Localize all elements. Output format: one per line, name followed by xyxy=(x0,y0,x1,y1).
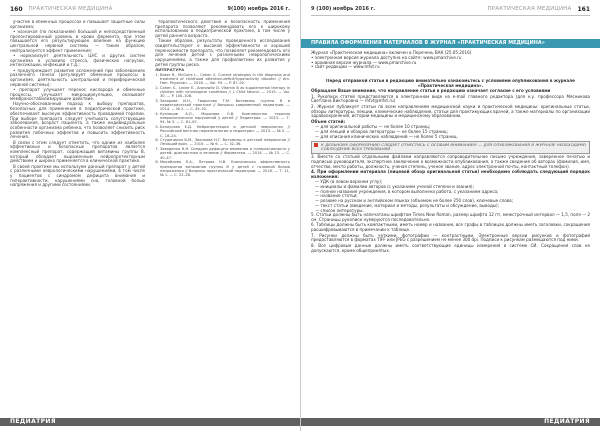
rules-lead: Перед отправкой статьи в редакцию внимательно ознакомьтесь с условиями опубликования в журнале «Практическая медицина». xyxy=(326,79,575,88)
rule-item: — УДК (в левом верхнем углу); xyxy=(315,179,383,185)
issue-label: 9(100) ноябрь 2016 г. xyxy=(227,6,290,12)
volume-item: — для описания клинических наблюдений — не более 5 страниц. xyxy=(315,133,458,139)
rule-item: — название статьи; xyxy=(315,193,358,199)
paragraph: участие в обменных процессах и повышает защитные силы организма; xyxy=(10,20,145,29)
paragraph: • назначая (по показаниям) большой и непосредственный пролонгированный уровень в крови фермента, при этом повышается его результирующее влияние на функцию центральной нервной системы — таким образом, нейтрализуется эффект применения; xyxy=(10,28,145,53)
rule-item: — список литературы. xyxy=(315,207,364,213)
left-page-header xyxy=(10,3,290,16)
rule-item: 8. Все цифровые данные должны иметь соответствующие единицы измерения в системе СИ. Сокращения слов не допускаются, кроме общепринятых. xyxy=(311,242,590,253)
rule-item: — резюме на русском и английском языках (объемом не более 250 слов), ключевые слова; xyxy=(315,198,514,204)
paragraph: В своей практике мы используем данный препарат у детей с различными неврологическими нарушениями, в том числе у пациентов с синдромом дефицита внимания и гиперактивности, нарушениями сна, головной болью напряжения и другими состояниями. xyxy=(10,163,145,188)
journal-info xyxy=(311,51,590,70)
section-title-bar: ПРАВИЛА ОФОРМЛЕНИЯ МАТЕРИАЛОВ В ЖУРНАЛ «ПРАКТИЧЕСКАЯ МЕДИЦИНА» xyxy=(301,39,600,48)
right-page xyxy=(300,0,600,431)
page-number: 160 xyxy=(10,5,23,13)
footer-logo: ПЕДИАТРИЯ xyxy=(10,418,56,425)
paragraph: • нормализует деятельность ЦНС и других систем организма в условиях стресса, физических нагрузок, интоксикации, инфекций и т.д.; xyxy=(10,52,145,68)
warning-marker-icon xyxy=(314,143,318,147)
volume-item: — для оригинальной работы — не более 10 страниц; xyxy=(315,124,431,130)
paragraph: В связи с этим следует отметить, что одним из наиболее эффективных и безопасных препаратов является комплексный препарат, содержащий витамины группы В, который обладает выраженным нейропротекторным действием и широко применяется в клинической практике. xyxy=(10,139,145,164)
right-page-header xyxy=(311,3,590,16)
journal-line: • архивная версия журнала — www.pmarchive.ru xyxy=(311,59,417,65)
reference-item: 7. Заваденко Н.Н. Синдром дефицита внимания и гиперактивности у детей: диагностика и лечение // Фарматека. — 2014. — № 13. — С. 40–47. xyxy=(160,147,290,160)
rule-item: 4. При оформлении материала (лицевой обзор оригинальной статьи) необходимо соблюдать следующий порядок изложения: xyxy=(311,169,590,179)
rule-item: — текст статьи (введение, материал и методы, результаты и обсуждение, выводы); xyxy=(315,202,499,208)
issue-label: 9 (100) ноябрь 2016 г. xyxy=(311,6,376,12)
reference-item: 1. Baker R., McGuire L., Cohen S. Current strategies in the diagnosis and treatment of childhood attention-deficit/hyperactivity disorder // Am. Fam. Physician. — 2016. — Vol. 93. — P. 87–92. xyxy=(160,73,290,86)
references xyxy=(155,68,290,177)
journal-line: Журнал «Практическая медицина» включен в Перечень ВАК (25.05.2016) xyxy=(311,50,472,55)
note-box xyxy=(311,141,590,154)
journal-line: • сайт редакции — www.mfvt.ru xyxy=(311,64,380,70)
rule-item: — инициалы и фамилии авторов (с указанием ученой степени и звания); xyxy=(315,184,474,190)
page-number: 161 xyxy=(577,5,590,13)
paragraph: терапевтического действия и безопасность применения препарата позволяют рекомендовать его к широкому использованию в педиатрической практике, в том числе у детей раннего возраста. xyxy=(155,20,290,39)
paragraph: • препарат улучшает перенос кислорода и обменные процессы, улучшает микроциркуляцию, оказывает мембраностабилизирующее действие. xyxy=(10,86,145,102)
rule-item: 2. Журнал публикует статьи по всем направлениям медицинской науки и практической медицины: оригинальные статьи, обзоры литературы, лекции, клинические наблюдения, статьи для практикующих врачей, а также материалы по организации здравоохранения, истории медицины и медицинскому образованию. xyxy=(311,103,590,119)
reference-item: 6. Студеникин В.М., Звонкова Н.Г. Витамины в детской неврологии // Лечащий врач. — 2015. — № 6. — С. 32–36. xyxy=(160,138,290,146)
reference-item: 4. Кузнецов А.Л., Морозова О.В. Комплексная терапия неврологических нарушений у детей // Педиатрия. — 2015. — Т. 94, № 3. — С. 61–67. xyxy=(160,112,290,125)
rule-item: 7. Рисунки должны быть четкими, фотографии — контрастными. Электронные версии рисунков и фотографий предоставляются в форматах TIFF или JPEG с разрешением не менее 300 dpi. Подписи к рисункам размещаются под ними. xyxy=(311,232,590,243)
rules-notice: Обращаем Ваше внимание, что направление статьи в редакцию означает согласие с его условиями xyxy=(311,88,551,94)
left-page-footer xyxy=(0,413,300,431)
paragraph: • предупреждает развитие осложнений при заболеваниях различного генеза (регулирует обменные процессы в организме, деятельность центральной и периферической нервной системы); xyxy=(10,67,145,87)
references-list xyxy=(155,73,290,177)
volume-item: — для лекций и обзоров литературы — не более 15 страниц; xyxy=(315,129,448,135)
rule-item: 6. Таблицы должны быть компактными, иметь номер и название, все графы в таблицах должны иметь заголовки, сокращения расшифровываются в примечании к таблице. xyxy=(311,222,590,233)
text-column-1 xyxy=(10,20,145,409)
footer-logo: ПЕДИАТРИЯ xyxy=(544,418,590,425)
rule-item: — полное название учреждения, в котором выполнена работа, с указанием адреса; xyxy=(315,188,499,194)
running-title: ПРАКТИЧЕСКАЯ МЕДИЦИНА xyxy=(487,6,572,12)
note-text: К ДЕЛЬНОМУ ОФОРМЛЕНИЮ СЛЕДУЕТ ОТНЕСТИСЬ С ОСОБЫМ ВНИМАНИЕМ — ДЛЯ ОПУБЛИКОВАНИЯ В ЖУРНАЛЕ НЕОБХОДИМО СОБЛЮДЕНИЕ ВСЕХ ТРЕБОВАНИЙ xyxy=(321,141,586,152)
reference-item: 3. Захарова И.Н., Творогова Т.М. Витамины группы В в педиатрической практике // Вопросы современной педиатрии. — 2014. — № 2. — С. 45–52. xyxy=(160,99,290,112)
submission-rules xyxy=(311,79,590,409)
left-page-columns xyxy=(10,20,290,409)
reference-item: 8. Михайлова Л.А., Петрова Н.В. Клиническая эффективность препаратов витаминов группы В у детей с головной болью напряжения // Вопросы практической педиатрии. — 2016. — Т. 11, № 1. — С. 22–28. xyxy=(160,160,290,177)
rule-item: 1. Рукописи статей представляются в электронном виде на e-mail главного редактора (для н.у. профессора Мясникова Светлана Викторовна — mfvt@mfvt.ru) xyxy=(311,93,590,104)
paragraph: Научно-обоснованный подход к выбору препаратов, безопасных для применения в педиатрической практике, обеспечивает высокую эффективность проводимой терапии. При выборе препарата следует учитывать сопутствующие заболевания, возраст пациента, а также индивидуальные особенности организма ребенка, что позволяет снизить риск развития побочных эффектов и повысить эффективность лечения. xyxy=(10,101,145,140)
right-page-footer xyxy=(301,413,600,431)
text-column-2 xyxy=(155,20,290,409)
rule-item: 3. Вместе со статьей отдельными файлами направляются сопроводительное письмо учреждения, заверенное печатью и подписью руководителя, экспертное заключение о возможности опубликования, а также сведения об авторах (фамилия, имя, отчество, место работы, должность, ученая степень, ученое звание, адрес электронной почты, контактный телефон). xyxy=(311,154,590,169)
paragraph: Таким образом, результаты проведенного исследования свидетельствуют о высокой эффективности и хорошей переносимости препарата, что позволяет рекомендовать его для лечения детей с различными неврологическими нарушениями, а также для профилактики их развития у детей группы риска. xyxy=(155,38,290,67)
rule-item: Объем статей: xyxy=(311,118,346,124)
rule-item: 5. Статьи должны быть напечатаны шрифтом Times New Roman, размер шрифта 12 пт, межстрочный интервал — 1,5, поля — 2 см. Страницы рукописи нумеруются последовательно. xyxy=(311,212,590,222)
reference-item: 2. Cohen S., Lanier E., Aronowitz D. Vitamin B as supplemental therapy in children with neurological conditions // J. Child Neurol. — 2015. — Vol. 30. — P. 100–108. xyxy=(160,86,290,99)
reference-item: 5. Белоусова Е.Д. Нейропротекция в детской неврологии // Российский вестник перинатологии и педиатрии. — 2013. — № 5. — С. 18–24. xyxy=(160,125,290,138)
references-title: ЛИТЕРАТУРА xyxy=(155,67,185,73)
running-title: ПРАКТИЧЕСКАЯ МЕДИЦИНА xyxy=(28,6,113,12)
journal-line: • электронная версия журнала доступна на сайте: www.pmarchive.ru xyxy=(311,54,462,60)
